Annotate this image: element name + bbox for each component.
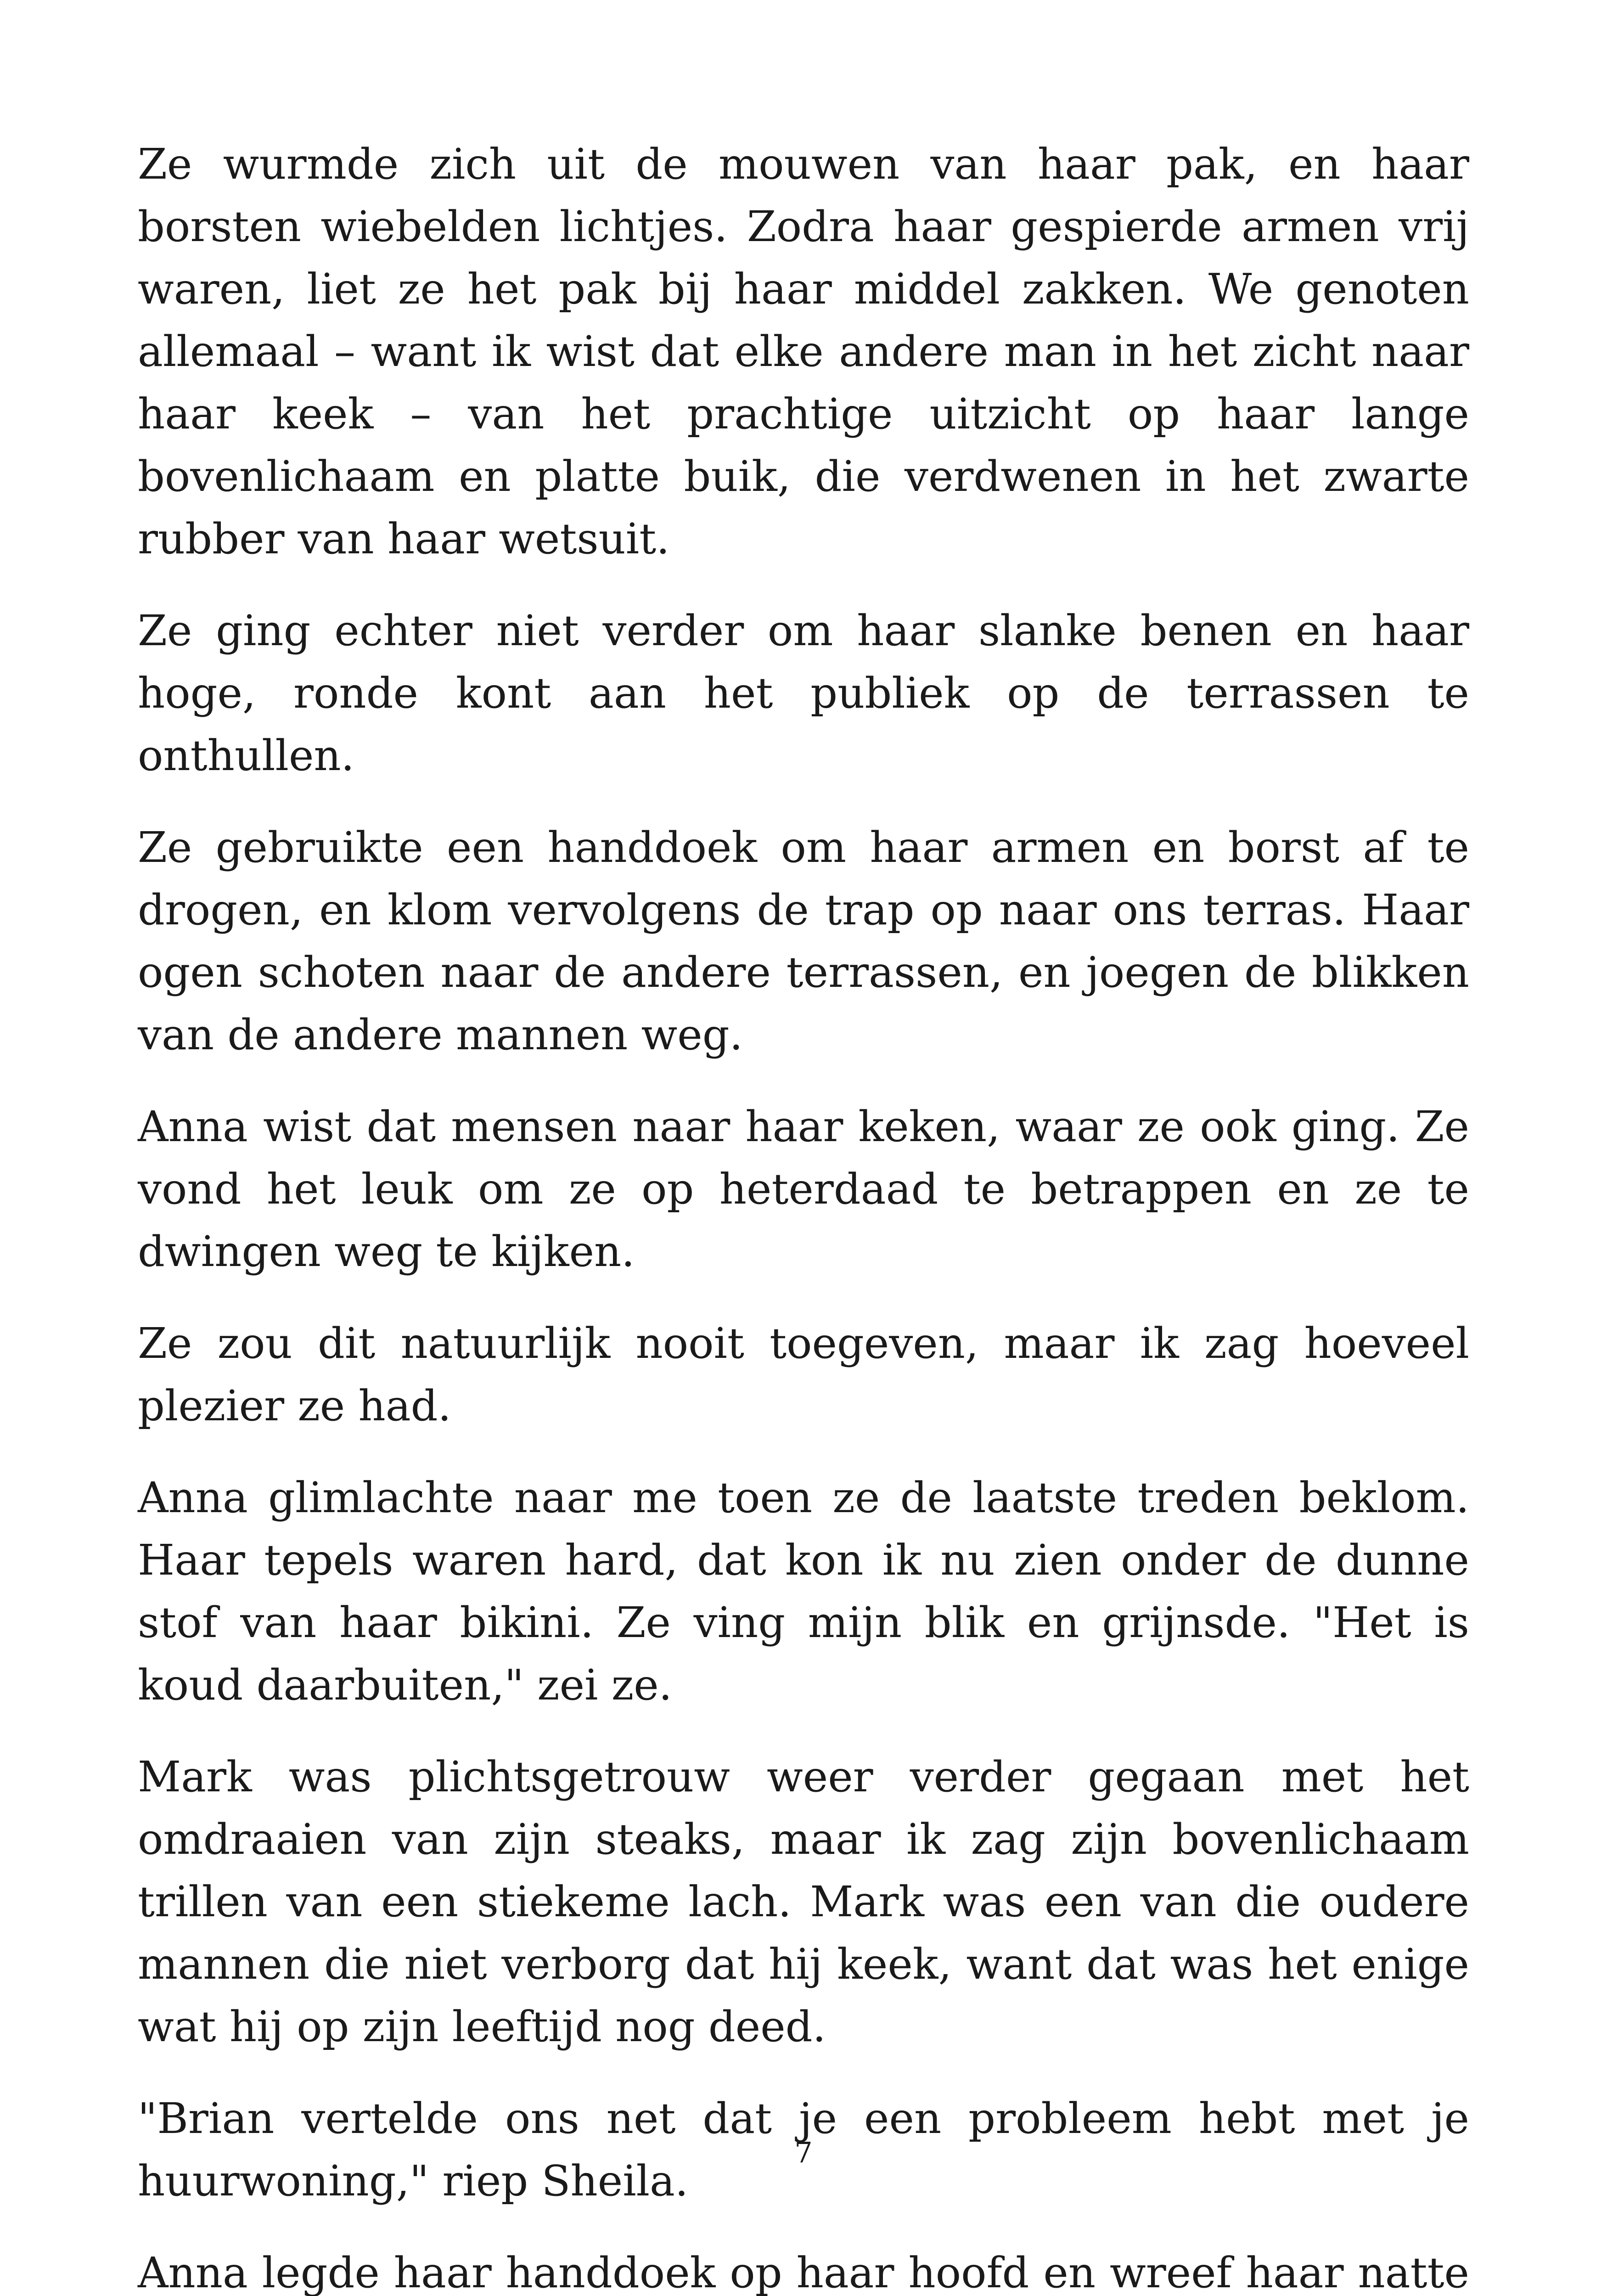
paragraph: Anna wist dat mensen naar haar keken, waar ze ook ging. Ze vond het leuk om ze op heterdaad te betrappen en ze te dwingen weg te kijken.: [138, 1102, 1469, 1276]
paragraph: Anna glimlachte naar me toen ze de laatste treden beklom. Haar tepels waren hard, dat kon ik nu zien onder de dunne stof van haar bikini. Ze ving mijn blik en grijnsde. "Het is koud daarbuiten," zei ze.: [138, 1473, 1469, 1710]
paragraph: Mark was plichtsgetrouw weer verder gegaan met het omdraaien van zijn steaks, maar ik zag zijn bovenlichaam trillen van een stiekeme lach. Mark was een van die oudere mannen die niet verborg dat hij keek, want dat was het enige wat hij op zijn leeftijd nog deed.: [138, 1752, 1469, 2051]
paragraph: Ze ging echter niet verder om haar slanke benen en haar hoge, ronde kont aan het publiek op de terrassen te onthullen.: [138, 606, 1469, 780]
paragraph: Ze gebruikte een handdoek om haar armen en borst af te drogen, en klom vervolgens de trap op naar ons terras. Haar ogen schoten naar de andere terrassen, en joegen de blikken van de andere mannen weg.: [138, 823, 1469, 1059]
paragraph: "Brian vertelde ons net dat je een probleem hebt met je huurwoning," riep Sheila.: [138, 2094, 1469, 2206]
paragraph: Ze wurmde zich uit de mouwen van haar pak, en haar borsten wiebelden lichtjes. Zodra haar gespierde armen vrij waren, liet ze het pak bij haar middel zakken. We genoten allemaal – want ik wist dat elke andere man in het zicht naar haar keek – van het prachtige uitzicht op haar lange bovenlichaam en platte buik, die verdwenen in het zwarte rubber van haar wetsuit.: [138, 140, 1469, 563]
paragraph: Ze zou dit natuurlijk nooit toegeven, maar ik zag hoeveel plezier ze had.: [138, 1319, 1469, 1430]
page-number: 7: [794, 2136, 813, 2169]
paragraph: Anna legde haar handdoek op haar hoofd en wreef haar natte: [138, 2248, 1469, 2296]
body-text: [138, 133, 1469, 2296]
